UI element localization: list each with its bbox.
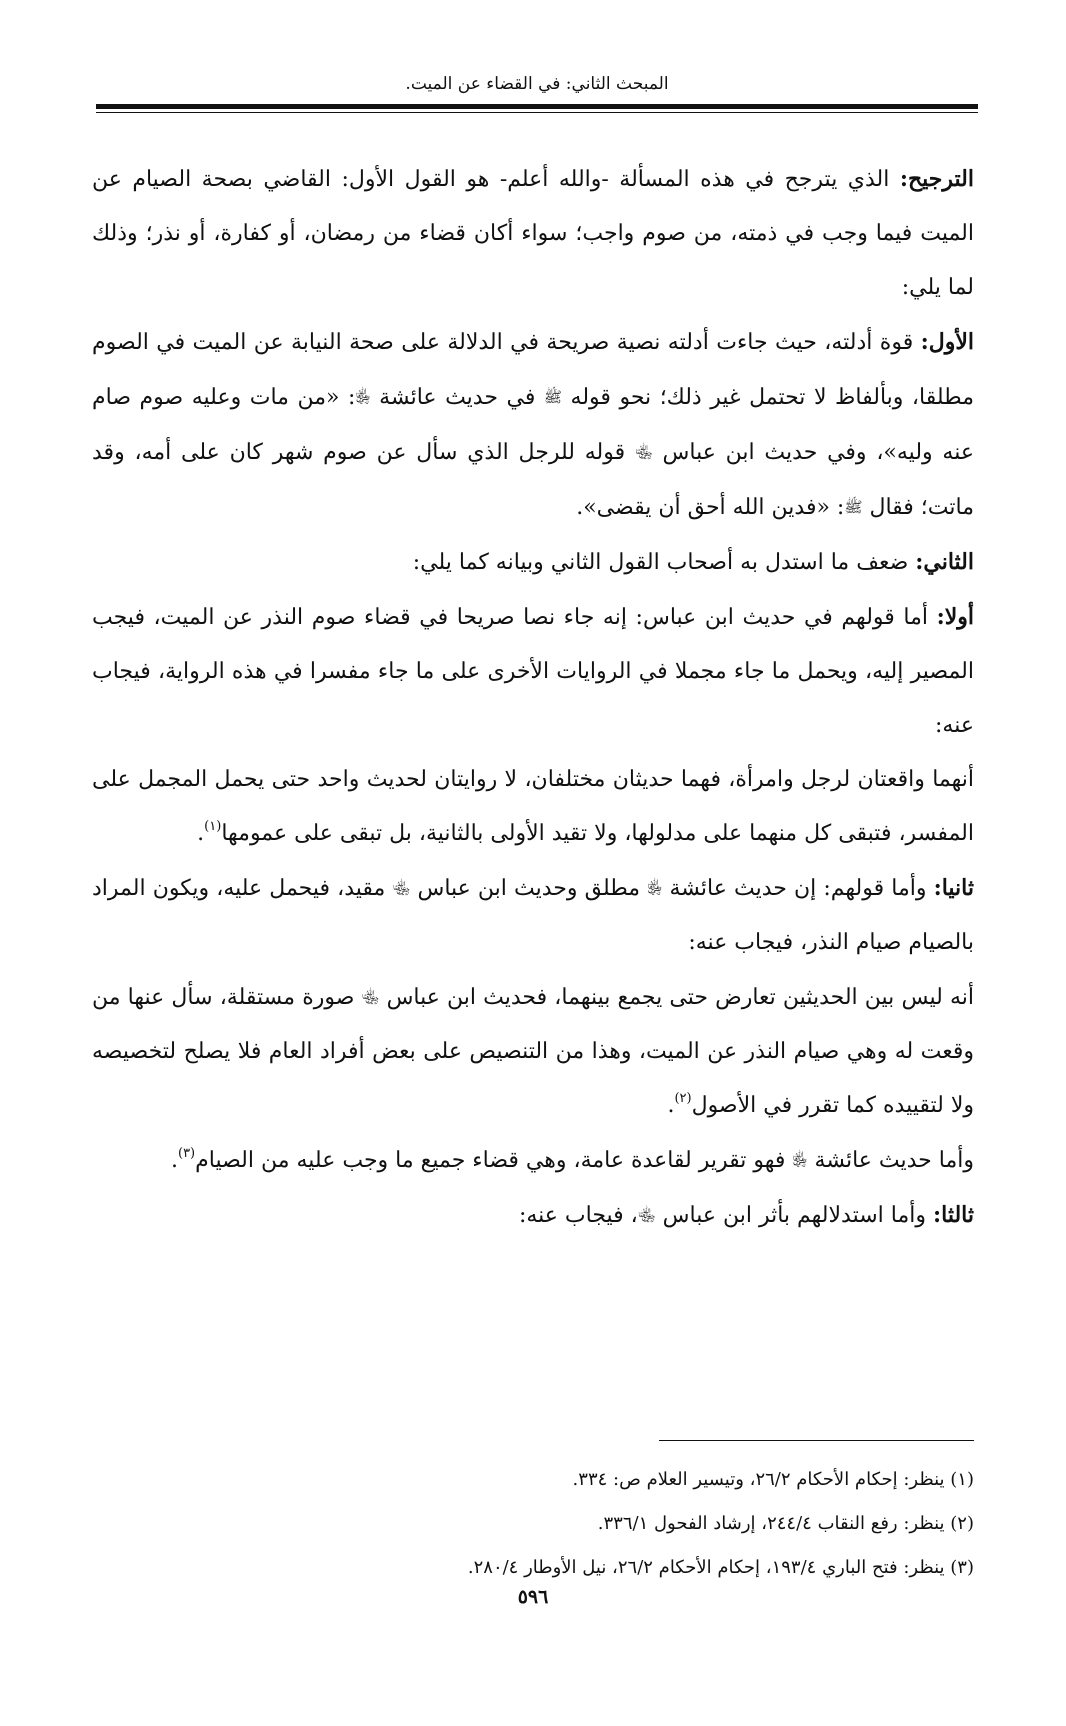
footnote: (١) ينظر: إحكام الأحكام ٢٦/٢، وتيسير العلام ص: ٣٣٤.: [572, 1469, 974, 1490]
header-rule-thin: [96, 112, 978, 113]
salutation-glyph: ﵄: [637, 1206, 656, 1224]
paragraph-text: : «فدين الله أحق أن يقضى».: [576, 495, 845, 520]
salutation-glyph: ﵂: [647, 879, 663, 897]
salutation-glyph: ﷺ: [543, 388, 562, 406]
paragraph-lead: الأول:: [920, 329, 974, 355]
paragraph-text: قوله للرجل الذي سأل عن صوم شهر كان على أمه، وقد ماتت؛ فقال: [92, 440, 974, 520]
paragraph-first-reason: [92, 315, 974, 535]
paragraph-lead: أولا:: [936, 604, 974, 630]
salutation-glyph: ﵄: [634, 443, 653, 461]
salutation-glyph: ﵄: [392, 879, 411, 897]
paragraph-text: مطلق وحديث ابن عباس: [410, 876, 648, 901]
paragraph-tarjih: [92, 152, 974, 315]
paragraph-text: أنه ليس بين الحديثين تعارض حتى يجمع بينهما، فحديث ابن عباس: [379, 985, 975, 1010]
footnote-ref[interactable]: (١): [204, 819, 222, 834]
paragraph-second-reason: [92, 535, 974, 590]
paragraph-text: وأما استدلالهم بأثر ابن عباس: [655, 1203, 933, 1228]
salutation-glyph: ﷺ: [844, 498, 863, 516]
paragraph-text: فهو تقرير لقاعدة عامة، وهي قضاء جميع ما وجب عليه من الصيام: [195, 1148, 793, 1173]
paragraph-text: .: [197, 821, 205, 846]
paragraph-text: .: [667, 1093, 675, 1118]
salutation-glyph: ﵄: [361, 988, 380, 1006]
footnote-ref[interactable]: (٢): [674, 1091, 692, 1106]
paragraph-text: وأما قولهم: إن حديث عائشة: [662, 876, 934, 901]
paragraph-text: الذي يترجح في هذه المسألة -والله أعلم- هو القول الأول: القاضي بصحة الصيام عن الميت فيما وجب في ذمته، من صوم واجب؛ سواء أكان قضاء من رمضان، أو كفارة، أو نذر؛ وذلك لما يلي:: [92, 167, 974, 300]
footnote: (٣) ينظر: فتح الباري ١٩٣/٤، إحكام الأحكام ٢٦/٢، نيل الأوطار ٢٨٠/٤.: [467, 1557, 974, 1578]
paragraph-text: أما قولهم في حديث ابن عباس: إنه جاء نصا صريحا في قضاء صوم النذر عن الميت، فيجب المصير إليه، ويحمل ما جاء مجملا في الروايات الأخرى على ما جاء مفسرا في هذه الرواية، فيجاب عنه:: [92, 605, 974, 738]
paragraph-text: قوة أدلته، حيث جاءت أدلته نصية صريحة في الدلالة على صحة النيابة عن الميت في الصوم مطلقا، وبألفاظ لا تحتمل غير ذلك؛ نحو قوله: [92, 330, 974, 410]
paragraph-text: ، فيجاب عنه:: [518, 1203, 638, 1228]
paragraph-lead: ثالثا:: [933, 1202, 974, 1228]
paragraph-text: صورة مستقلة، سأل عنها من وقعت له وهي صيام النذر عن الميت، وهذا من التنصيص على بعض أفراد العام فلا يصلح لتخصيصه ولا لتقييده كما تقرر في الأصول: [92, 985, 974, 1118]
page-number: ٥٩٦: [517, 1586, 549, 1608]
paragraph-aisha-hadith: [92, 1133, 974, 1188]
paragraph-thirdly: [92, 1188, 974, 1243]
paragraph-firstly: [92, 590, 974, 753]
paragraph-lead: ثانيا:: [933, 875, 974, 901]
paragraph-answer-one: [92, 753, 974, 861]
paragraph-lead: الثاني:: [915, 549, 974, 575]
paragraph-text: في حديث عائشة: [370, 385, 544, 410]
body-text: [92, 152, 974, 1243]
header-rule: [96, 104, 978, 109]
footnote: (٢) ينظر: رفع النقاب ٢٤٤/٤، إرشاد الفحول ٣٣٦/١.: [597, 1513, 974, 1534]
paragraph-lead: الترجيح:: [899, 166, 974, 192]
paragraph-answer-two: [92, 970, 974, 1133]
paragraph-text: : «من مات وعليه صوم صام عنه وليه»، وفي حديث ابن عباس: [92, 385, 974, 465]
footnotes: [92, 1458, 974, 1590]
paragraph-text: أنهما واقعتان لرجل وامرأة، فهما حديثان مختلفان، لا روايتان لحديث واحد حتى يحمل المجمل على المفسر، فتبقى كل منهما على مدلولها، ولا تقيد الأولى بالثانية، بل تبقى على عمومها: [92, 767, 974, 846]
running-header: المبحث الثاني: في القضاء عن الميت.: [405, 74, 669, 94]
footnote-separator: [659, 1440, 974, 1441]
paragraph-text: مقيد، فيحمل عليه، ويكون المراد بالصيام صيام النذر، فيجاب عنه:: [92, 876, 974, 955]
salutation-glyph: ﵂: [792, 1151, 808, 1169]
paragraph-text: ضعف ما استدل به أصحاب القول الثاني وبيانه كما يلي:: [412, 550, 916, 575]
paragraph-text: وأما حديث عائشة: [807, 1148, 974, 1173]
paragraph-secondly: [92, 861, 974, 970]
paragraph-text: .: [170, 1148, 178, 1173]
salutation-glyph: ﵂: [355, 388, 371, 406]
footnote-ref[interactable]: (٣): [177, 1146, 196, 1161]
